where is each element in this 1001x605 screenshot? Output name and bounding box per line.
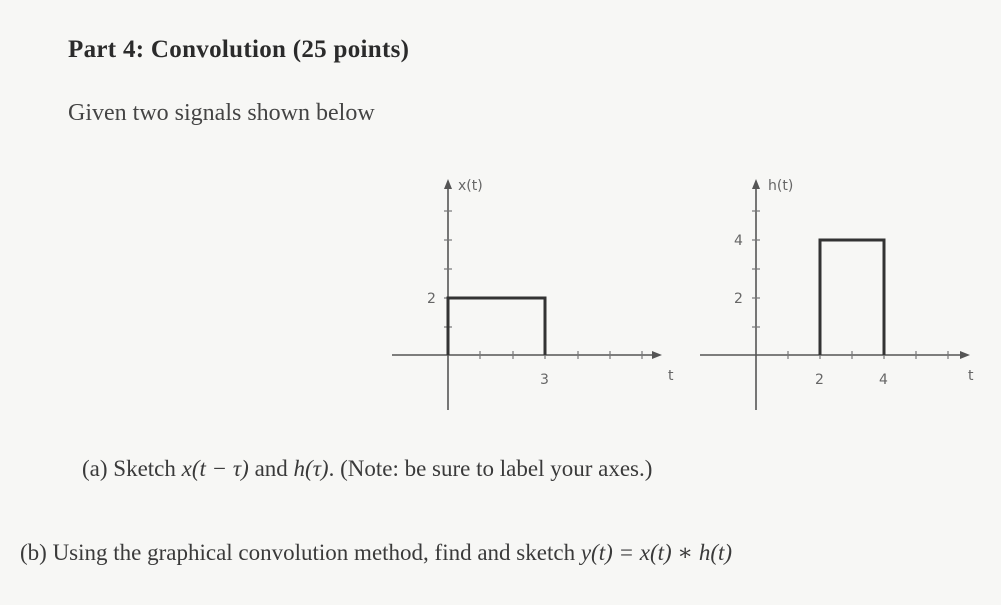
x-signal-pulse bbox=[448, 298, 545, 355]
h-plot-ytick-4: 4 bbox=[734, 233, 743, 249]
question-a-mid: and bbox=[248, 456, 294, 481]
question-a-math-shifted-x: x(t − τ) bbox=[181, 456, 249, 481]
h-plot-xtick-2: 2 bbox=[815, 372, 824, 388]
question-b bbox=[20, 540, 732, 566]
h-signal-plot bbox=[700, 178, 974, 410]
h-plot-y-arrow bbox=[752, 179, 760, 189]
h-plot-ytick-2: 2 bbox=[734, 291, 743, 307]
question-a-math-h-tau: h(τ) bbox=[293, 456, 329, 481]
question-a-lead: (a) Sketch bbox=[82, 456, 182, 481]
h-plot-xtick-4: 4 bbox=[879, 372, 888, 388]
problem-heading: Part 4: Convolution (25 points) bbox=[68, 36, 410, 63]
x-plot-ytick-2: 2 bbox=[427, 291, 436, 307]
intro-text: Given two signals shown below bbox=[68, 100, 375, 126]
x-plot-t-arrow bbox=[652, 351, 662, 359]
question-b-math-convolution: y(t) = x(t) ∗ h(t) bbox=[580, 540, 733, 565]
x-plot-title: x(t) bbox=[458, 178, 483, 194]
x-plot-xtick-3: 3 bbox=[540, 372, 549, 388]
question-b-lead: (b) Using the graphical convolution method, find and sketch bbox=[20, 540, 581, 565]
h-plot-title: h(t) bbox=[768, 178, 794, 194]
question-a-tail: . (Note: be sure to label your axes.) bbox=[328, 456, 653, 481]
h-plot-axis-label-t: t bbox=[968, 368, 974, 384]
h-signal-pulse bbox=[820, 240, 884, 355]
x-plot-axis-label-t: t bbox=[668, 368, 674, 384]
question-a bbox=[82, 456, 652, 482]
h-plot-t-arrow bbox=[960, 351, 970, 359]
x-signal-plot bbox=[392, 178, 674, 410]
x-plot-y-arrow bbox=[444, 179, 452, 189]
